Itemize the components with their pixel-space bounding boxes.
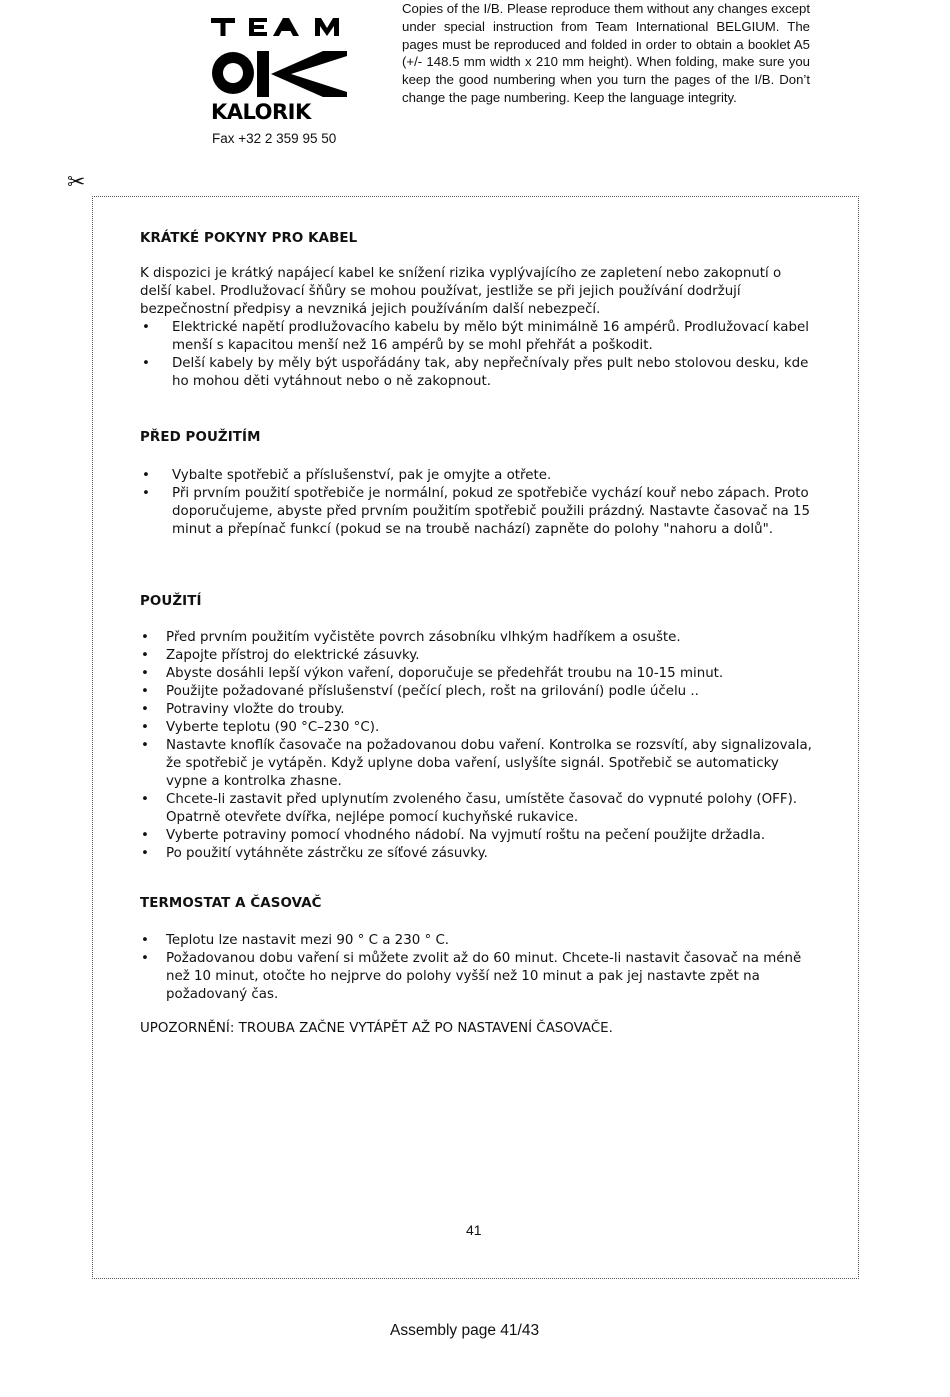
list-item: • Zapojte přístroj do elektrické zásuvky. (166, 647, 812, 665)
scissors-icon: ✂ (67, 170, 86, 195)
warning-text: UPOZORNĚNÍ: TROUBA ZAČNE VYTÁPĚT AŽ PO NASTAVENÍ ČASOVAČE. (140, 1021, 613, 1036)
bullet-list (172, 467, 812, 539)
section-paragraph: K dispozici je krátký napájecí kabel ke snížení rizika vyplývajícího ze zapletení nebo zakopnutí o delší kabel. Prodlužovací šňůry se mohou používat, jestliže se při jejich používání dodržují bezpečnostní předpisy a nevzniká jejich používáním další nebezpečí. (140, 266, 782, 317)
list-item: • Po použití vytáhněte zástrčku ze síťové zásuvky. (166, 845, 812, 863)
list-item: • Chcete-li zastavit před uplynutím zvoleného času, umístěte časovač do vypnuté polohy (OFF). Opatrně otevřete dvířka, nejlépe pomocí kuchyňské rukavice. (166, 791, 812, 827)
reproduction-note: Copies of the I/B. Please reproduce them without any changes except under special instruction from Team International BELGIUM. The pages must be reproduced and folded in order to obtain a booklet A5 (+/- 148.5 mm width x 210 mm height). When folding, make sure you keep the good numbering when you turn the pages of the I/B. Don’t change the page numbering. Keep the language integrity. (402, 1, 810, 105)
bullet-list (166, 932, 812, 1004)
section-thermostat-timer (140, 895, 812, 1004)
section-before-use (140, 429, 812, 539)
logo-wordmark: KALORIK (211, 100, 311, 122)
bullet-list (166, 629, 812, 863)
list-item: • Vyberte potraviny pomocí vhodného nádobí. Na vyjmutí roštu na pečení použijte držadla. (166, 827, 812, 845)
list-item: • Použijte požadované příslušenství (pečící plech, rošt na grilování) podle účelu .. (166, 683, 812, 701)
section-short-cord (140, 230, 812, 391)
assembly-page-label: Assembly page 41/43 (390, 1322, 540, 1339)
list-item: • Elektrické napětí prodlužovacího kabelu by mělo být minimálně 16 ampérů. Prodlužovací kabel menší s kapacitou menší než 16 ampérů by se mohl přehřát a poškodit. (172, 319, 812, 355)
section-heading: POUŽITÍ (140, 594, 202, 609)
page-number: 41 (466, 1222, 482, 1238)
list-item: • Před prvním použitím vyčistěte povrch zásobníku vlhkým hadříkem a osušte. (166, 629, 812, 647)
team-kalorik-logo (211, 18, 347, 122)
section-use (140, 593, 812, 863)
list-item: • Při prvním použití spotřebiče je normální, pokud ze spotřebiče vychází kouř nebo zápach. Proto doporučujeme, abyste před prvním použitím spotřebič použili prázdný. Nastavte časovač na 15 minut a přepínač funkcí (pokud se na troubě nachází) zapněte do polohy "nahoru a dolů". (172, 485, 812, 539)
list-item: • Požadovanou dobu vaření si můžete zvolit až do 60 minut. Chcete-li nastavit časovač na méně než 10 minut, otočte ho nejprve do polohy vyšší než 10 minut a pak jej nastavte zpět na požadovaný čas. (166, 950, 812, 1004)
bullet-list (172, 319, 812, 391)
list-item: • Abyste dosáhli lepší výkon vaření, doporučuje se předehřát troubu na 10-15 minut. (166, 665, 812, 683)
list-item: • Vyberte teplotu (90 °C–230 °C). (166, 719, 812, 737)
list-item: • Nastavte knoflík časovače na požadovanou dobu vaření. Kontrolka se rozsvítí, aby signalizovala, že spotřebič je vytápěn. Když uplyne doba vaření, uslyšíte signál. Spotřebič se automaticky vypne a kontrolka zhasne. (166, 737, 812, 791)
section-heading: TERMOSTAT A ČASOVAČ (140, 896, 322, 911)
list-item: • Delší kabely by měly být uspořádány tak, aby nepřečnívaly přes pult nebo stolovou desku, kde ho mohou děti vytáhnout nebo o ně zakopnout. (172, 355, 812, 391)
kalorik-logo-graphic (211, 18, 347, 122)
list-item: • Vybalte spotřebič a příslušenství, pak je omyjte a otřete. (172, 467, 812, 485)
section-heading: KRÁTKÉ POKYNY PRO KABEL (140, 231, 358, 246)
section-heading: PŘED POUŽITÍM (140, 430, 261, 445)
list-item: • Teplotu lze nastavit mezi 90 ° C a 230 ° C. (166, 932, 812, 950)
list-item: • Potraviny vložte do trouby. (166, 701, 812, 719)
fax-number: Fax +32 2 359 95 50 (212, 131, 337, 146)
